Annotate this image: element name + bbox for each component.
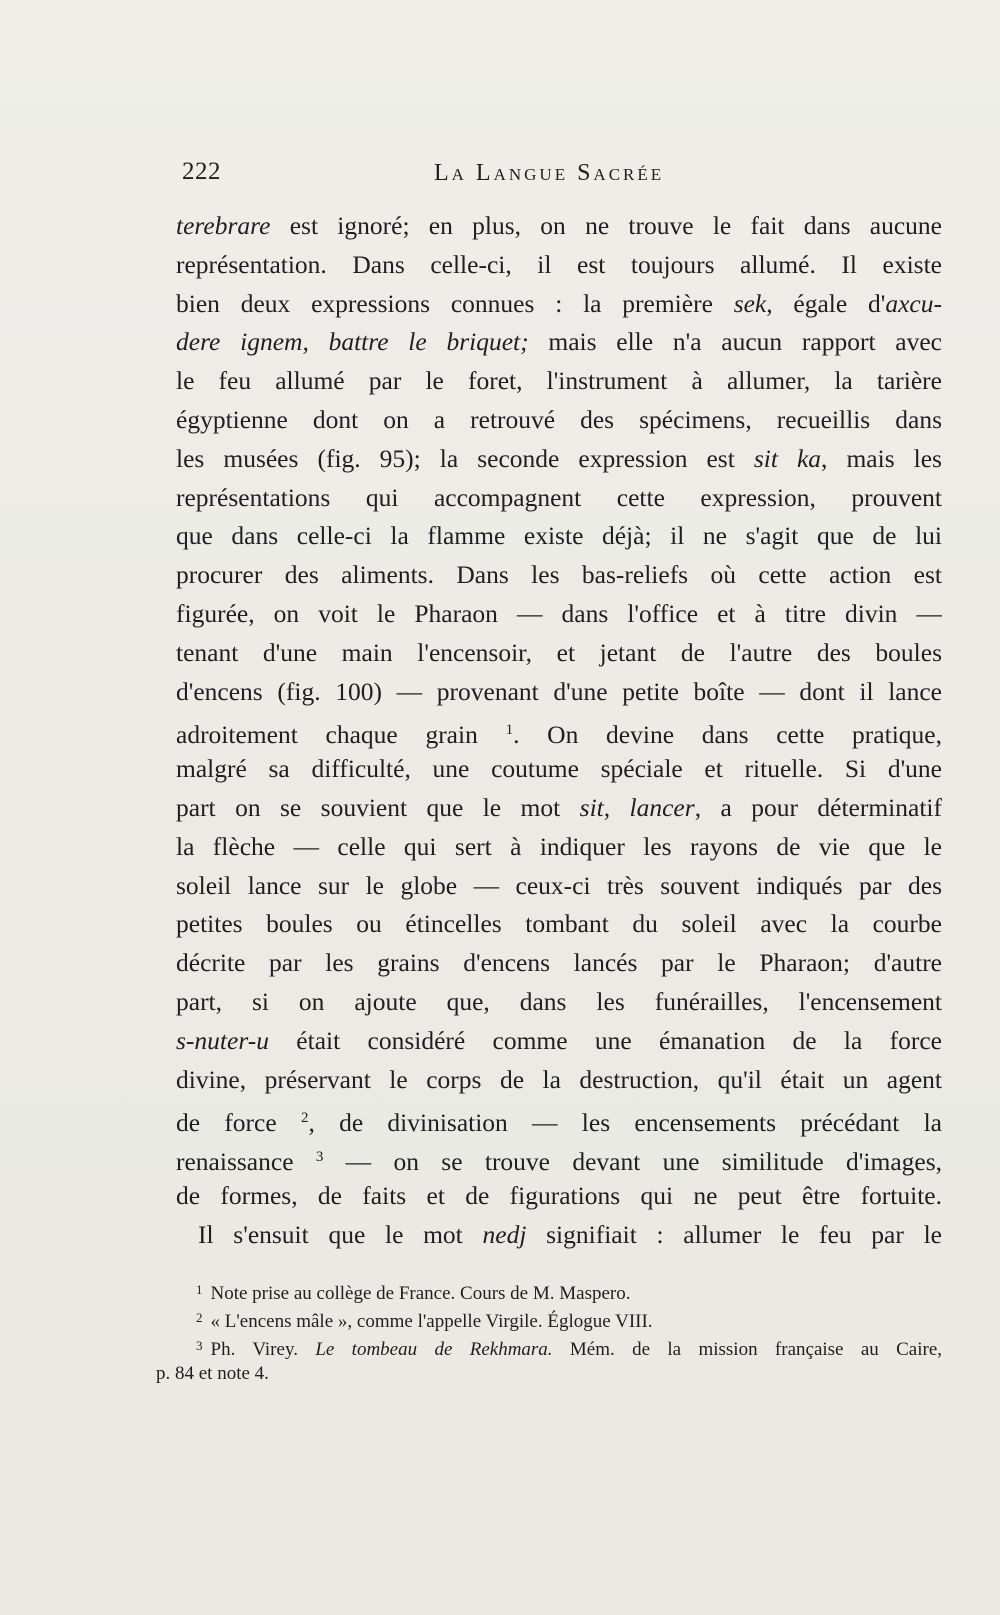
- text-line: les musées (fig. 95); la seconde expression est sit ka, mais les: [176, 443, 942, 473]
- text-line: terebrare est ignoré; en plus, on ne trouve le fait dans aucune: [176, 211, 942, 240]
- text-line: le feu allumé par le foret, l'instrument à allumer, la tarière: [176, 366, 942, 396]
- text-line: tenant d'une main l'encensoir, et jetant de l'autre des boules: [176, 637, 942, 667]
- page-header: [182, 158, 942, 194]
- text-line: soleil lance sur le globe — ceux-ci très souvent indiqués par des: [176, 870, 942, 900]
- text-line: part on se souvient que le mot sit, lancer, a pour déterminatif: [176, 792, 942, 822]
- text-line: Il s'ensuit que le mot nedj signifiait : allumer le feu par le: [198, 1219, 942, 1249]
- text-line: de formes, de faits et de figurations qui ne peut être fortuite.: [176, 1180, 942, 1210]
- text-line: la flèche — celle qui sert à indiquer les rayons de vie que le: [176, 831, 942, 861]
- text-line: bien deux expressions connues : la première sek, égale d'axcu-: [176, 288, 942, 318]
- text-line: divine, préservant le corps de la destruction, qu'il était un agent: [176, 1064, 942, 1094]
- text-line: décrite par les grains d'encens lancés par le Pharaon; d'autre: [176, 948, 942, 978]
- running-title: La Langue Sacrée: [434, 160, 665, 186]
- footnote: p. 84 et note 4.: [156, 1363, 269, 1384]
- footnote: $^3$ Ph. Virey. Le tombeau de Rekhmara. Mém. de la mission française au Caire,: [196, 1338, 942, 1360]
- text-line: adroitement chaque grain $^1$. On devine dans cette pratique,: [176, 720, 942, 750]
- text-line: dere ignem, battre le briquet; mais elle n'a aucun rapport avec: [176, 327, 942, 357]
- text-line: figurée, on voit le Pharaon — dans l'office et à titre divin —: [176, 598, 942, 628]
- text-line: représentations qui accompagnent cette expression, prouvent: [176, 482, 942, 512]
- text-line: que dans celle-ci la flamme existe déjà; il ne s'agit que de lui: [176, 521, 942, 551]
- text-line: égyptienne dont on a retrouvé des spécimens, recueillis dans: [176, 404, 942, 434]
- text-line: procurer des aliments. Dans les bas-reliefs où cette action est: [176, 560, 942, 590]
- text-line: d'encens (fig. 100) — provenant d'une petite boîte — dont il lance: [176, 676, 942, 706]
- text-line: part, si on ajoute que, dans les funérailles, l'encensement: [176, 986, 942, 1016]
- text-line: renaissance $^3$ — on se trouve devant une similitude d'images,: [176, 1147, 942, 1177]
- footnote: $^1$ Note prise au collège de France. Cours de M. Maspero.: [196, 1282, 631, 1304]
- text-line: s-nuter-u était considéré comme une émanation de la force: [176, 1025, 942, 1055]
- text-line: malgré sa difficulté, une coutume spéciale et rituelle. Si d'une: [176, 754, 942, 784]
- footnotes: [156, 1276, 942, 1388]
- text-line: petites boules ou étincelles tombant du soleil avec la courbe: [176, 909, 942, 939]
- page-number: 222: [182, 158, 221, 185]
- footnote: $^2$ « L'encens mâle », comme l'appelle Virgile. Églogue VIII.: [196, 1310, 653, 1332]
- body-text: [176, 207, 942, 1255]
- text-line: de force $^2$, de divinisation — les encensements précédant la: [176, 1108, 942, 1138]
- text-line: représentation. Dans celle-ci, il est toujours allumé. Il existe: [176, 249, 942, 279]
